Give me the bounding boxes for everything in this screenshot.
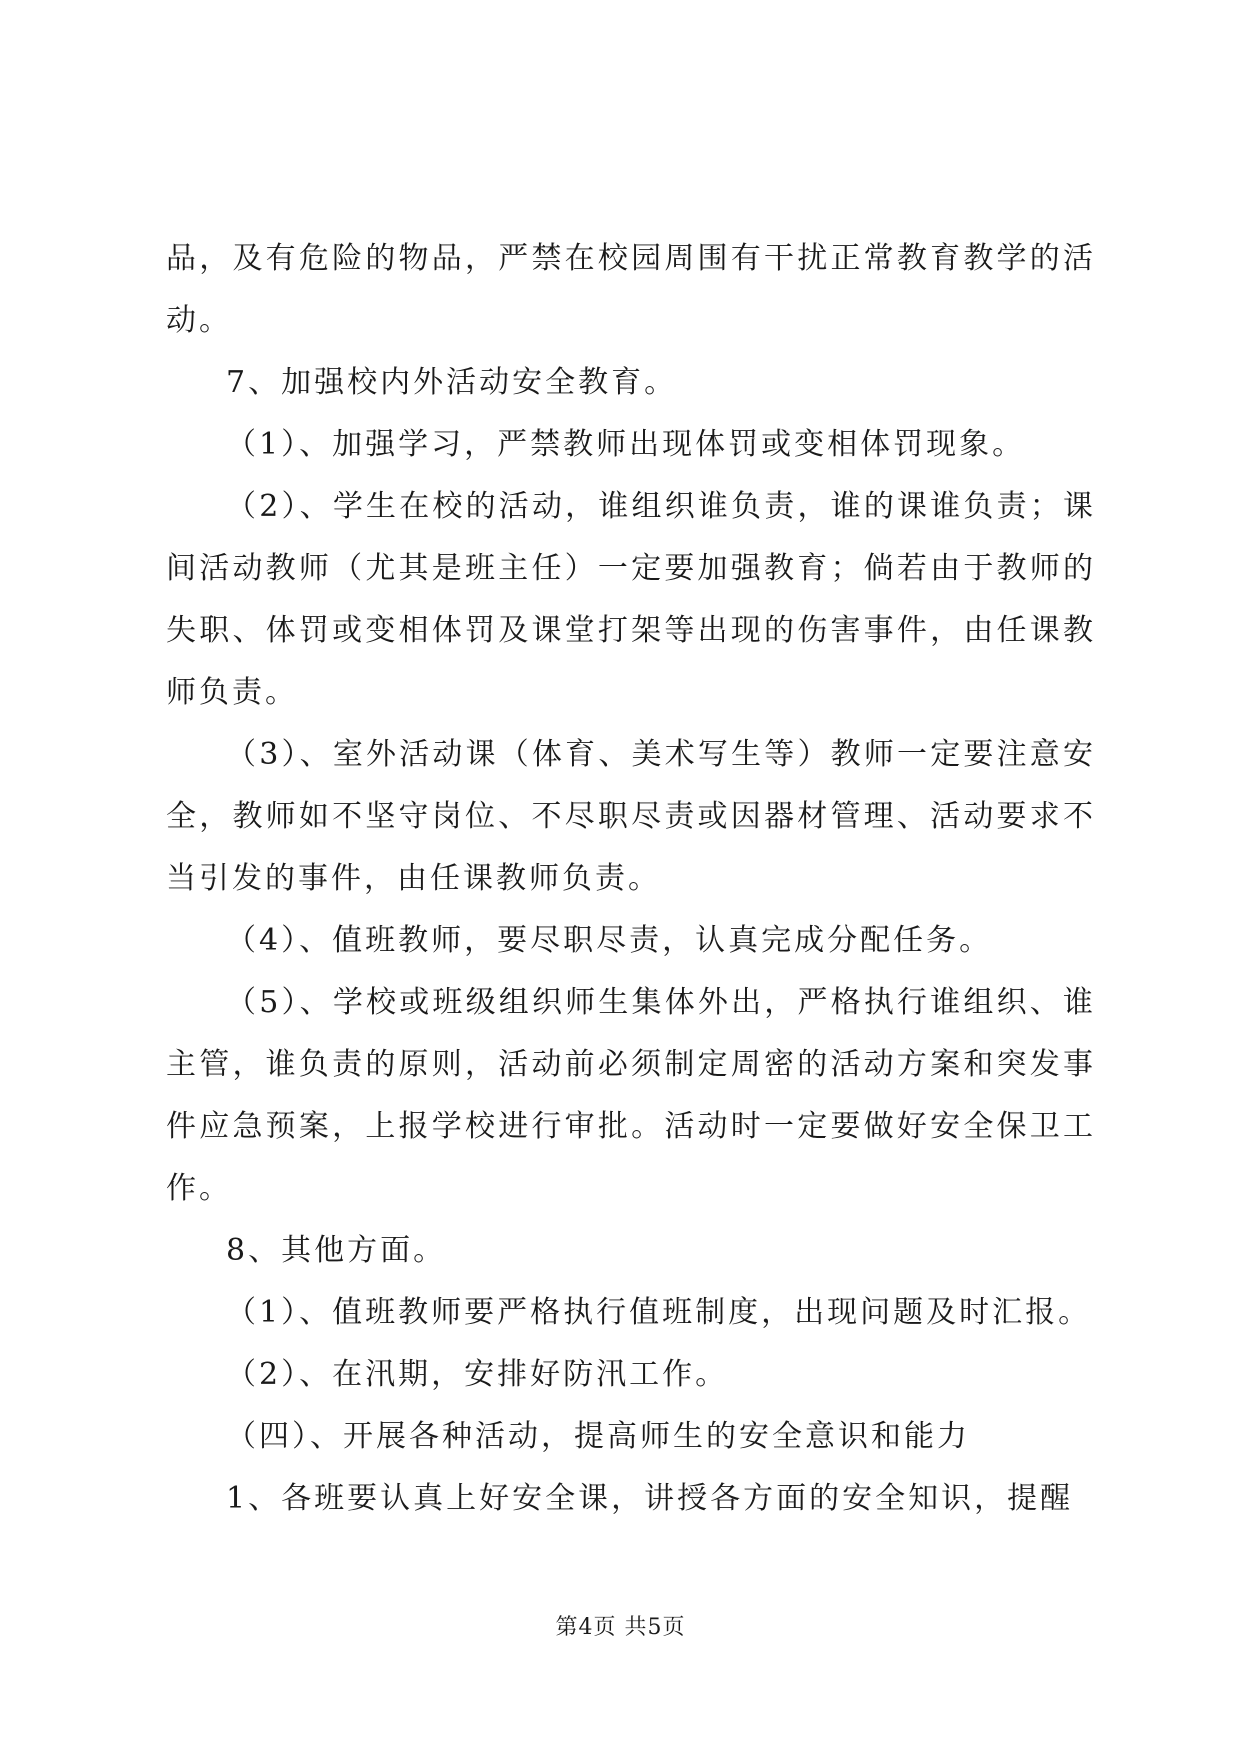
section-heading-7: 7、加强校内外活动安全教育。 bbox=[226, 365, 678, 400]
list-item: （1）、加强学习，严禁教师出现体罚或变相体罚现象。 bbox=[226, 427, 1026, 462]
list-item: （2）、在汛期，安排好防汛工作。 bbox=[226, 1357, 729, 1392]
paragraph-continuation: 品，及有危险的物品，严禁在校园周围有干扰正常教育教学的活动。 bbox=[166, 241, 1096, 338]
page-footer: 第4页 共5页 bbox=[555, 1615, 686, 1640]
list-item: （1）、值班教师要严格执行值班制度，出现问题及时汇报。 bbox=[226, 1295, 1092, 1330]
list-item: 1、各班要认真上好安全课，讲授各方面的安全知识，提醒 bbox=[226, 1481, 1074, 1516]
list-item: （2）、学生在校的活动，谁组织谁负责，谁的课谁负责；课间活动教师（尤其是班主任）一定要加强教育；倘若由于教师的失职、体罚或变相体罚及课堂打架等出现的伤害事件，由任课教师负责。 bbox=[166, 489, 1096, 710]
document-body bbox=[166, 228, 1096, 1530]
section-heading-4: （四）、开展各种活动，提高师生的安全意识和能力 bbox=[226, 1419, 970, 1454]
list-item: （4）、值班教师，要尽职尽责，认真完成分配任务。 bbox=[226, 923, 993, 958]
list-item: （3）、室外活动课（体育、美术写生等）教师一定要注意安全，教师如不坚守岗位、不尽职尽责或因器材管理、活动要求不当引发的事件，由任课教师负责。 bbox=[166, 737, 1096, 896]
section-heading-8: 8、其他方面。 bbox=[226, 1233, 447, 1268]
list-item: （5）、学校或班级组织师生集体外出，严格执行谁组织、谁主管，谁负责的原则，活动前必须制定周密的活动方案和突发事件应急预案，上报学校进行审批。活动时一定要做好安全保卫工作。 bbox=[166, 985, 1096, 1206]
